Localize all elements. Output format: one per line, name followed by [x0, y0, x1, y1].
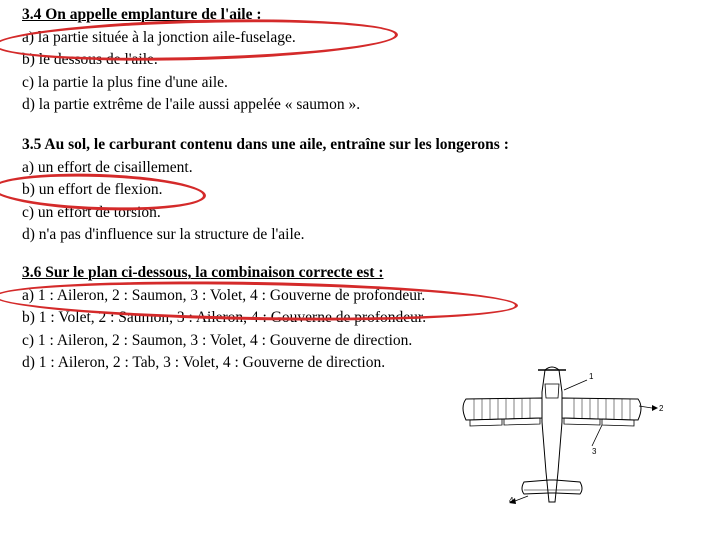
question-title: 3.6 Sur le plan ci-dessous, la combinaison correcte est :	[22, 264, 384, 281]
answer-a: a) la partie située à la jonction aile-fuselage.	[22, 28, 296, 46]
aircraft-svg	[452, 362, 682, 534]
answer-a: a) un effort de cisaillement.	[22, 158, 193, 176]
answer-b: b) un effort de flexion.	[22, 181, 163, 198]
answer-d: d) la partie extrême de l'aile aussi appelée « saumon ».	[22, 96, 361, 113]
cockpit	[545, 384, 559, 398]
label-4: 4	[509, 496, 514, 505]
answer-c: c) un effort de torsion.	[22, 203, 161, 221]
aileron-left	[470, 419, 502, 426]
leader-3	[592, 425, 602, 446]
label-1: 1	[589, 372, 594, 381]
answer-a: a) 1 : Aileron, 2 : Saumon, 3 : Volet, 4 : Gouverne de profondeur.	[22, 286, 426, 304]
label-3: 3	[592, 447, 597, 456]
label-2: 2	[659, 404, 664, 413]
horizontal-stabilizer	[522, 480, 582, 494]
question-title: 3.4 On appelle emplanture de l'aile :	[22, 6, 262, 23]
flap-left	[504, 418, 540, 425]
answer-b: b) 1 : Volet, 2 : Saumon, 3 : Aileron, 4 : Gouverne de profondeur.	[22, 309, 427, 326]
answer-d: d) n'a pas d'influence sur la structure de l'aile.	[22, 226, 305, 243]
question-title: 3.5 Au sol, le carburant contenu dans une aile, entraîne sur les longerons :	[22, 136, 509, 153]
aileron-right	[602, 419, 634, 426]
leader-1	[564, 380, 587, 390]
answer-c: c) 1 : Aileron, 2 : Saumon, 3 : Volet, 4 : Gouverne de direction.	[22, 331, 413, 349]
flap-right	[564, 418, 600, 425]
answer-b: b) le dessous de l'aile.	[22, 51, 158, 68]
aircraft-plan-diagram	[452, 362, 682, 534]
leader-4	[515, 496, 528, 501]
answer-d: d) 1 : Aileron, 2 : Tab, 3 : Volet, 4 : Gouverne de direction.	[22, 354, 386, 371]
answer-c: c) la partie la plus fine d'une aile.	[22, 73, 228, 91]
